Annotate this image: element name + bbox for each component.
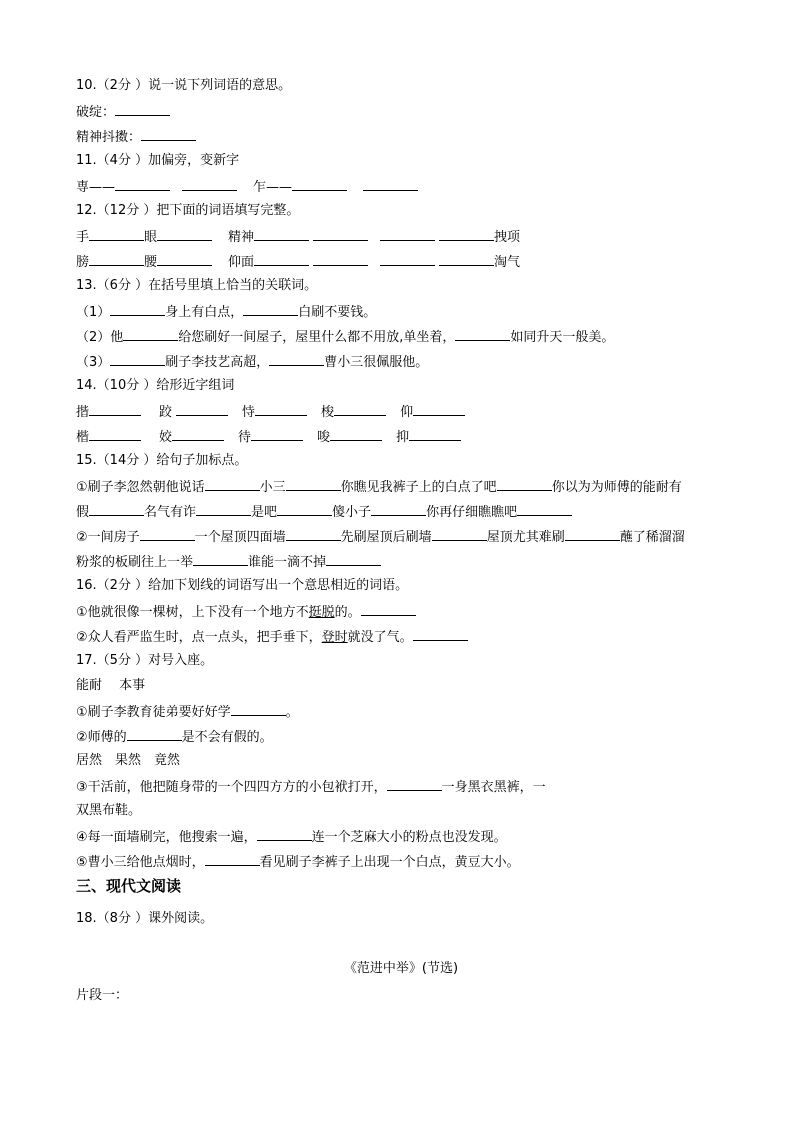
- answer-blank[interactable]: [409, 426, 461, 441]
- section-title: 三、现代文阅读: [76, 877, 182, 895]
- q13-sentence-3: [76, 351, 428, 371]
- q17-text: 看见刷子李裤子上出现一个白点，黄豆大小。: [259, 855, 520, 870]
- q17-text: 是不会有假的。: [181, 730, 273, 745]
- q15-text: 是吧: [251, 505, 278, 520]
- q12-header: [76, 201, 299, 221]
- q15-text: ②一间房子: [76, 530, 140, 545]
- answer-blank[interactable]: [413, 626, 468, 641]
- q16-header: [76, 576, 408, 596]
- q17-text: 一身黑衣黑裤，一: [441, 780, 546, 795]
- answer-blank[interactable]: [565, 526, 620, 541]
- q16-text: ②众人看严监生时，点一点头，把手垂下，: [76, 630, 322, 645]
- answer-blank[interactable]: [115, 101, 170, 116]
- answer-blank[interactable]: [255, 401, 307, 416]
- q15-text: 粉浆的板刷往上一举: [76, 555, 194, 570]
- q17-header-text: 17.（5分 ）对号入座。: [76, 653, 214, 668]
- q15-text: 小三: [259, 480, 286, 495]
- q16-sentence-1: [76, 601, 416, 621]
- word-bank: 能耐 本事: [76, 678, 146, 693]
- q17-sentence-5: [76, 851, 520, 871]
- q18-header: [76, 909, 213, 929]
- q12-word: 淘气: [494, 255, 521, 270]
- word-bank: 居然 果然 竟然: [76, 753, 181, 768]
- q16-header-text: 16.（2分 ）给加下划线的词语写出一个意思相近的词语。: [76, 578, 409, 593]
- q14-char: 姣: [159, 430, 173, 445]
- answer-blank[interactable]: [380, 226, 435, 241]
- q17-text: ①刷子李教育徒弟要好好学: [76, 705, 231, 720]
- q12-header-text: 12.（12分 ）把下面的词语填写完整。: [76, 203, 300, 218]
- answer-blank[interactable]: [172, 426, 224, 441]
- q13-sentence-2: [76, 326, 614, 346]
- q12-word: 膀: [76, 255, 90, 270]
- q11-char-1: 専——: [76, 180, 116, 195]
- q17-text: 。: [285, 705, 299, 720]
- q11-header: [76, 151, 239, 171]
- answer-blank[interactable]: [89, 251, 144, 266]
- q10-item-1: [76, 101, 170, 121]
- q17-text: 连一个芝麻大小的粉点也没发现。: [311, 830, 507, 845]
- q16-text: ①他就很像一棵树，上下没有一个地方不: [76, 605, 309, 620]
- answer-blank[interactable]: [439, 226, 494, 241]
- answer-blank[interactable]: [286, 476, 341, 491]
- q15-text: 你瞧见我裤子上的白点了吧: [340, 480, 497, 495]
- q14-header-text: 14.（10分 ）给形近字组词: [76, 378, 235, 393]
- q13-text: （1）: [76, 305, 111, 320]
- q15-text: 蘸了稀溜溜: [619, 530, 685, 545]
- q15-text: 屋顶尤其难刷: [486, 530, 565, 545]
- q16-sentence-2: [76, 626, 468, 646]
- fragment-label: 片段一：: [76, 988, 129, 1003]
- answer-blank[interactable]: [89, 226, 144, 241]
- q14-char: 抑: [396, 430, 410, 445]
- q12-word: 拽项: [494, 230, 521, 245]
- q10-item-2: [76, 126, 196, 146]
- answer-blank[interactable]: [123, 326, 178, 341]
- q13-text: 给您刷好一间屋子，屋里什么都不用放,单坐着，: [178, 330, 456, 345]
- q10-label-1: 破绽：: [76, 105, 116, 120]
- answer-blank[interactable]: [196, 501, 251, 516]
- answer-blank[interactable]: [243, 301, 298, 316]
- answer-blank[interactable]: [115, 176, 170, 191]
- answer-blank[interactable]: [157, 251, 212, 266]
- answer-blank[interactable]: [205, 476, 260, 491]
- answer-blank[interactable]: [269, 351, 324, 366]
- answer-blank[interactable]: [89, 426, 141, 441]
- answer-blank[interactable]: [292, 176, 347, 191]
- answer-blank[interactable]: [380, 251, 435, 266]
- q14-char: 仰: [400, 405, 414, 420]
- answer-blank[interactable]: [182, 176, 237, 191]
- answer-blank[interactable]: [254, 251, 309, 266]
- answer-blank[interactable]: [257, 826, 312, 841]
- answer-blank[interactable]: [140, 526, 195, 541]
- q14-row-1: [76, 401, 465, 421]
- q14-char: 唆: [317, 430, 331, 445]
- underlined-word: 登时: [321, 630, 348, 645]
- answer-blank[interactable]: [193, 551, 248, 566]
- q17-sentence-4: [76, 826, 507, 846]
- answer-blank[interactable]: [110, 351, 165, 366]
- q10-header: [76, 76, 291, 96]
- answer-blank[interactable]: [334, 401, 386, 416]
- passage-title: [76, 959, 726, 979]
- q15-text: 先刷屋顶后刷墙: [340, 530, 432, 545]
- answer-blank[interactable]: [89, 501, 144, 516]
- q12-word: 眼: [144, 230, 158, 245]
- answer-blank[interactable]: [127, 726, 182, 741]
- answer-blank[interactable]: [371, 501, 426, 516]
- answer-blank[interactable]: [361, 601, 416, 616]
- q17-sentence-3: [76, 776, 546, 796]
- q15-header: [76, 451, 247, 471]
- answer-blank[interactable]: [413, 401, 465, 416]
- q17-header: [76, 651, 213, 671]
- answer-blank[interactable]: [176, 401, 228, 416]
- q15-header-text: 15.（14分 ）给句子加标点。: [76, 453, 248, 468]
- q16-text: 的。: [334, 605, 361, 620]
- answer-blank[interactable]: [330, 426, 382, 441]
- q10-label-2: 精神抖擞：: [76, 130, 142, 145]
- answer-blank[interactable]: [455, 326, 510, 341]
- q15-text: 傻小子: [332, 505, 372, 520]
- q14-row-2: [76, 426, 461, 446]
- q15-text: 你再仔细瞧瞧吧: [426, 505, 518, 520]
- q14-char: 待: [238, 430, 252, 445]
- q14-char: 梭: [321, 405, 335, 420]
- answer-blank[interactable]: [231, 701, 286, 716]
- q10-header-text: 10.（2分 ）说一说下列词语的意思。: [76, 78, 292, 93]
- answer-blank[interactable]: [89, 401, 141, 416]
- q14-char: 跤: [159, 405, 173, 420]
- answer-blank[interactable]: [277, 501, 332, 516]
- q17-text: ④每一面墙刷完，他搜索一遍，: [76, 830, 257, 845]
- q12-word: 手: [76, 230, 90, 245]
- answer-blank[interactable]: [432, 526, 487, 541]
- q16-text: 就没了气。: [347, 630, 413, 645]
- answer-blank[interactable]: [313, 226, 368, 241]
- q13-text: 刷子李技艺高超，: [165, 355, 270, 370]
- answer-blank[interactable]: [363, 176, 418, 191]
- q11-header-text: 11.（4分 ）加偏旁，变新字: [76, 153, 240, 168]
- q18-header-text: 18.（8分 ）课外阅读。: [76, 911, 214, 926]
- q15-text: 你以为为师傅的能耐有: [551, 480, 682, 495]
- q15-sentence-1: [76, 476, 682, 496]
- q14-char: 楷: [76, 430, 90, 445]
- underlined-word: 挺脱: [308, 605, 335, 620]
- q13-text: 如同升天一般美。: [510, 330, 615, 345]
- answer-blank[interactable]: [251, 426, 303, 441]
- answer-blank[interactable]: [157, 226, 212, 241]
- q17-text: ③干活前，他把随身带的一个四四方方的小包袱打开，: [76, 780, 387, 795]
- q13-text: （3）: [76, 355, 111, 370]
- q12-row-1: [76, 226, 520, 246]
- answer-blank[interactable]: [387, 776, 442, 791]
- answer-blank[interactable]: [497, 476, 552, 491]
- q17-word-bank-2: [76, 751, 180, 771]
- q15-sentence-1-cont: [76, 501, 572, 521]
- answer-blank[interactable]: [439, 251, 494, 266]
- answer-blank[interactable]: [254, 226, 309, 241]
- q14-header: [76, 376, 234, 396]
- q13-sentence-1: [76, 301, 376, 321]
- q12-row-2: [76, 251, 520, 271]
- q13-text: 白刷不要钱。: [298, 305, 377, 320]
- answer-blank[interactable]: [110, 301, 165, 316]
- answer-blank[interactable]: [141, 126, 196, 141]
- q12-word: 精神: [228, 230, 255, 245]
- passage-title-text: 《范进中举》(节选): [343, 961, 459, 976]
- q15-sentence-2: [76, 526, 685, 546]
- q13-text: 身上有白点，: [165, 305, 244, 320]
- answer-blank[interactable]: [205, 851, 260, 866]
- q17-text: 双黑布鞋。: [76, 803, 142, 818]
- q15-text: ①刷子李忽然朝他说话: [76, 480, 205, 495]
- q17-sentence-3-cont: [76, 801, 141, 821]
- q11-char-2: 乍——: [253, 180, 293, 195]
- q15-sentence-2-cont: [76, 551, 381, 571]
- section-heading: [76, 876, 181, 896]
- q17-sentence-2: [76, 726, 273, 746]
- q13-text: 曹小三很佩服他。: [324, 355, 429, 370]
- q13-header-text: 13.（6分 ）在括号里填上恰当的关联词。: [76, 278, 318, 293]
- passage-fragment-label: [76, 986, 128, 1006]
- q14-char: 揩: [76, 405, 90, 420]
- q15-text: 谁能一滴不掉: [248, 555, 327, 570]
- q15-text: 假: [76, 505, 90, 520]
- answer-blank[interactable]: [517, 501, 572, 516]
- q14-char: 恃: [242, 405, 256, 420]
- q11-row: [76, 176, 418, 196]
- q12-word: 仰面: [228, 255, 255, 270]
- q12-word: 腰: [144, 255, 158, 270]
- q17-word-bank-1: [76, 676, 145, 696]
- q15-text: 一个屋顶四面墙: [194, 530, 286, 545]
- q13-header: [76, 276, 317, 296]
- answer-blank[interactable]: [286, 526, 341, 541]
- q17-text: ②师傅的: [76, 730, 127, 745]
- q13-text: （2）他: [76, 330, 124, 345]
- q17-text: ⑤曹小三给他点烟时，: [76, 855, 205, 870]
- q15-text: 名气有诈: [144, 505, 197, 520]
- q17-sentence-1: [76, 701, 299, 721]
- answer-blank[interactable]: [313, 251, 368, 266]
- answer-blank[interactable]: [326, 551, 381, 566]
